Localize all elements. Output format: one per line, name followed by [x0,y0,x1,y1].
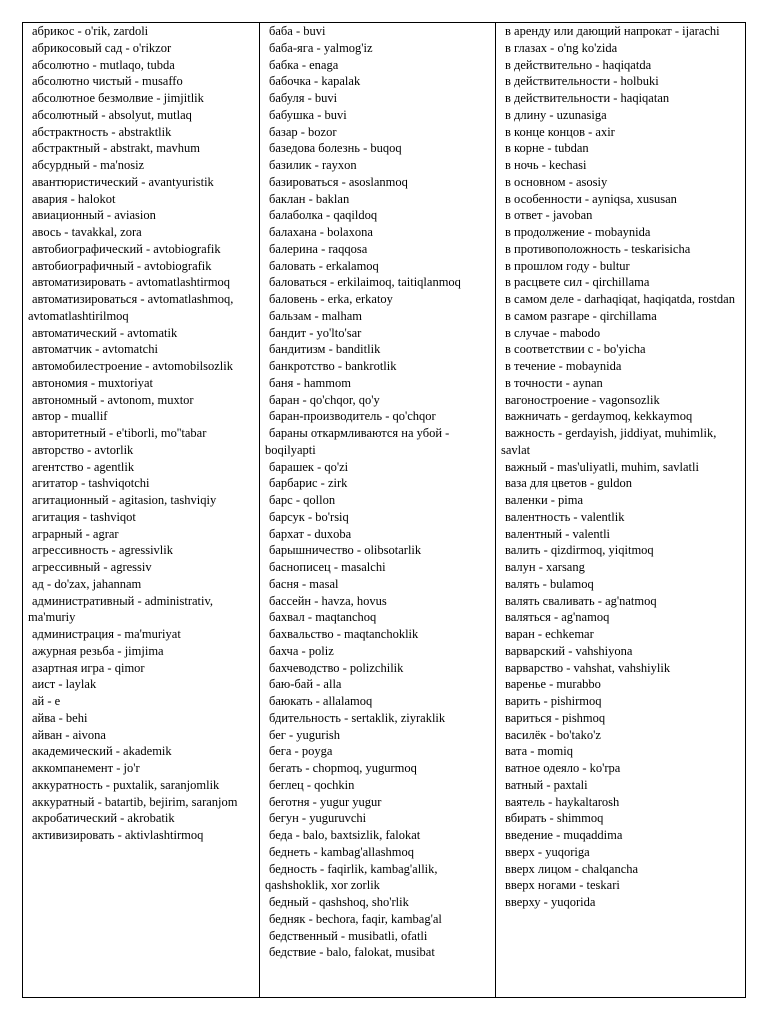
dictionary-entry: в прошлом году - bultur [505,258,630,273]
dictionary-entry: вата - momiq [505,744,573,759]
dictionary-entry: бедствие - balo, falokat, musibat [269,945,435,960]
dictionary-entry: в действительно - haqiqatda [505,57,652,72]
dictionary-entry: в действительности - haqiqatan [505,91,670,105]
dictionary-entry: абрикос - o'rik, zardoli [32,24,149,38]
dictionary-entry: валенки - pima [505,493,584,507]
dictionary-entry: абсолютный - absolyut, mutlaq [32,107,192,122]
dictionary-entry: важничать - gerdaymoq, kekkaymoq [505,409,693,424]
dictionary-entry: базилик - rayxon [269,158,357,172]
dictionary-entry: беда - balo, baxtsizlik, falokat [269,828,421,842]
dictionary-entry: балаболка - qaqildoq [269,208,378,223]
dictionary-entry: бальзам - malham [269,308,363,323]
dictionary-entry: в глазах - o'ng ko'zida [505,40,618,55]
dictionary-entry: басня - masal [269,576,339,591]
dictionary-entry: баран - qo'chqor, qo'y [269,392,380,407]
dictionary-entry: в ночь - kechasi [505,158,587,172]
dictionary-entry: айва - behi [32,710,88,725]
dictionary-entry: баловень - erka, erkatoy [269,292,393,306]
dictionary-entry: бедность - faqirlik, kambag'allik, qashshoklik, xor zorlik [265,861,438,893]
dictionary-entry: бахвал - maqtanchoq [269,610,377,625]
dictionary-entry: валяться - ag'namoq [505,610,610,625]
dictionary-entry: барсук - bo'rsiq [269,509,349,524]
dictionary-entry: авантюристический - avantyuristik [32,174,214,189]
dictionary-entry: бабка - enaga [269,57,339,72]
dictionary-entry: аккуратный - batartib, bejirim, saranjom [32,794,238,809]
dictionary-entry: авиационный - aviasion [32,208,156,223]
dictionary-entry: в конце концов - axir [505,124,615,139]
dictionary-entry: важный - mas'uliyatli, muhim, savlatli [505,459,699,474]
dictionary-entry: вверх - yuqoriga [505,844,590,859]
dictionary-entry: в ответ - javoban [505,208,593,223]
dictionary-entry: ай - e [32,694,61,708]
dictionary-entry: баня - hammom [269,375,351,390]
dictionary-entry: в длину - uzunasiga [505,107,607,122]
dictionary-entry: ад - do'zax, jahannam [32,576,142,591]
dictionary-entry: ватный - paxtali [505,777,588,792]
dictionary-entry: автоматчик - avtomatchi [32,342,158,357]
dictionary-entry: агитатор - tashviqotchi [32,476,150,491]
dictionary-entry: валентный - valentli [505,526,611,541]
dictionary-entry: в течение - mobaynida [505,359,622,373]
dictionary-entry: бандитизм - banditlik [269,342,381,357]
dictionary-entry: автоматический - avtomatik [32,325,178,340]
dictionary-entry: барбарис - zirk [269,476,348,491]
dictionary-entry: автоматизировать - avtomatlashtirmoq [32,275,231,290]
dictionary-entry: бабушка - buvi [269,107,347,122]
dictionary-entry: администрация - ma'muriyat [32,627,181,641]
dictionary-entry: аккуратность - puxtalik, saranjomlik [32,777,220,792]
dictionary-entry: вагоностроение - vagonsozlik [505,392,660,407]
dictionary-entry: агентство - agentlik [32,459,135,474]
dictionary-entry: автобиографический - avtobiografik [32,241,221,256]
dictionary-entry: абсурдный - ma'nosiz [32,158,145,172]
dictionary-entry: бассейн - havza, hovus [269,593,387,608]
dictionary-entry: варварский - vahshiyona [505,643,633,658]
dictionary-entry: ваятель - haykaltarosh [505,794,620,809]
dictionary-entry: азартная игра - qimor [32,660,145,675]
dictionary-entry: валять сваливать - ag'natmoq [505,593,657,608]
dictionary-entry: аист - laylak [32,677,97,692]
dictionary-entry: авторитетный - e'tiborli, mo''tabar [32,426,207,440]
dictionary-entry: баклан - baklan [269,191,350,206]
dictionary-entry: баснописец - masalchi [269,560,386,574]
dictionary-entry: барс - qollon [269,493,336,507]
dictionary-entry: базироваться - asoslanmoq [269,174,408,189]
dictionary-entry: базар - bozor [269,124,337,139]
dictionary-column-a [23,23,259,997]
dictionary-entry: бега - poyga [269,744,333,759]
dictionary-entry: балерина - raqqosa [269,241,368,256]
dictionary-entry: валун - xarsang [505,560,585,574]
dictionary-entry: баловаться - erkilaimoq, taitiqlanmoq [269,275,461,290]
dictionary-entry: в действительности - holbuki [505,74,659,89]
dictionary-entry: валять - bulamoq [505,576,594,591]
dictionary-entry: абстрактный - abstrakt, mavhum [32,141,200,156]
dictionary-entry: автобиографичный - avtobiografik [32,258,212,273]
dictionary-entry: автомобилестроение - avtomobilsozlik [32,359,234,373]
dictionary-entry: бараны откармливаются на убой - boqilyapti [265,426,450,457]
dictionary-entry: в основном - asosiy [505,174,608,189]
dictionary-entry: бабуля - buvi [269,91,338,105]
dictionary-entry: бдительность - sertaklik, ziyraklik [269,710,446,725]
dictionary-entry: банкротство - bankrotlik [269,359,397,373]
dictionary-entry: акробатический - akrobatik [32,811,175,826]
dictionary-entry: важность - gerdayish, jiddiyat, muhimlik, savlat [501,426,717,457]
dictionary-entry: абсолютное безмолвие - jimjitlik [32,91,204,105]
dictionary-column-v [495,23,745,997]
dictionary-entry: вбирать - shimmoq [505,811,604,826]
dictionary-entry: в противоположность - teskarisicha [505,241,691,256]
dictionary-entry: бедный - qashshoq, sho'rlik [269,895,409,909]
dictionary-entry: бархат - duxoba [269,526,352,541]
dictionary-entry: бабочка - kapalak [269,74,361,89]
dictionary-entry: вверх ногами - teskari [505,878,620,893]
dictionary-entry: варенье - murabbo [505,677,601,692]
dictionary-entry: в корне - tubdan [505,141,589,156]
dictionary-entry: бахчеводство - polizchilik [269,660,404,675]
dictionary-entry: ажурная резьба - jimjima [32,643,164,658]
dictionary-entry: баба - buvi [269,24,326,38]
dictionary-table [22,22,746,998]
dictionary-entry: абсолютно - mutlaqo, tubda [32,57,175,72]
dictionary-entry: бегать - chopmoq, yugurmoq [269,761,417,775]
dictionary-entry: ватное одеяло - ko'rpa [505,761,621,775]
dictionary-entry: агрессивность - agressivlik [32,543,174,558]
dictionary-entry: айван - aivona [32,727,106,742]
dictionary-entry: варварство - vahshat, vahshiylik [505,660,671,675]
dictionary-entry: автор - muallif [32,409,108,424]
dictionary-entry: авось - tavakkal, zora [32,225,142,239]
dictionary-entry: абрикосовый сад - o'rikzor [32,40,172,55]
dictionary-entry: академический - akademik [32,744,172,759]
dictionary-entry: валить - qizdirmoq, yiqitmoq [505,543,654,558]
dictionary-entry: барашек - qo'zi [269,459,349,474]
dictionary-entry: баран-производитель - qo'chqor [269,409,436,424]
dictionary-entry: автономный - avtonom, muxtor [32,392,194,407]
dictionary-entry: в продолжение - mobaynida [505,225,651,239]
dictionary-entry: баба-яга - yalmog'iz [269,40,373,55]
dictionary-entry: барышничество - olibsotarlik [269,543,422,558]
dictionary-entry: балахана - bolaxona [269,225,373,239]
dictionary-entry: варан - echkemar [505,627,594,641]
dictionary-entry: активизировать - aktivlashtirmoq [32,828,204,842]
dictionary-entry: абстрактность - abstraktlik [32,124,172,139]
dictionary-entry: авторство - avtorlik [32,442,134,457]
dictionary-entry: беглец - qochkin [269,777,355,792]
dictionary-entry: в самом разгаре - qirchillama [505,308,657,323]
dictionary-entry: ваза для цветов - guldon [505,476,633,491]
dictionary-entry: вариться - pishmoq [505,710,606,725]
dictionary-entry: бахча - poliz [269,643,334,658]
dictionary-entry: вверху - yuqorida [505,895,596,909]
dictionary-entry: административный - administrativ, ma'muriy [28,593,214,625]
dictionary-entry: беготня - yugur yugur [269,794,382,809]
dictionary-entry: в точности - aynan [505,375,603,390]
dictionary-entry: бег - yugurish [269,727,341,742]
dictionary-entry: агрессивный - agressiv [32,560,152,574]
dictionary-entry: баюкать - allalamoq [269,694,373,708]
dictionary-entry: валентность - valentlik [505,509,625,524]
dictionary-entry: баловать - erkalamoq [269,258,379,273]
dictionary-entry: агитационный - agitasion, tashviqiy [32,493,217,507]
dictionary-column-b [259,23,495,997]
dictionary-entry: введение - muqaddima [505,828,623,842]
dictionary-entry: вверх лицом - chalqancha [505,861,639,876]
dictionary-entry: абсолютно чистый - musaffo [32,74,183,89]
dictionary-entry: баю-бай - alla [269,677,342,692]
dictionary-entry: бедственный - musibatli, ofatli [269,928,428,943]
dictionary-entry: бегун - yuguruvchi [269,811,367,826]
dictionary-entry: в аренду или дающий напрокат - ijarachi [505,24,720,38]
dictionary-entry: в особенности - ayniqsa, xususan [505,191,677,206]
dictionary-entry: базедова болезнь - buqoq [269,141,402,156]
dictionary-entry: бедняк - bechora, faqir, kambag'al [269,911,442,926]
dictionary-entry: авария - halokot [32,191,116,206]
dictionary-entry: агитация - tashviqot [32,509,136,524]
dictionary-entry: автономия - muxtoriyat [32,375,154,390]
dictionary-entry: в случае - mabodo [505,325,601,340]
dictionary-entry: аккомпанемент - jo'r [32,761,140,775]
dictionary-entry: автоматизироваться - avtomatlashmoq, avtomatlashtirilmoq [28,292,234,323]
dictionary-entry: бахвальство - maqtanchoklik [269,627,419,641]
dictionary-entry: варить - pishirmoq [505,694,602,708]
dictionary-entry: василёк - bo'tako'z [505,727,601,742]
dictionary-entry: бандит - yo'lto'sar [269,325,362,340]
dictionary-entry: в расцвете сил - qirchillama [505,275,650,290]
dictionary-entry: в соответствии с - bo'yicha [505,342,646,357]
dictionary-entry: аграрный - agrar [32,526,119,541]
dictionary-entry: беднеть - kambag'allashmoq [269,844,414,859]
dictionary-entry: в самом деле - darhaqiqat, haqiqatda, rostdan [505,292,735,306]
